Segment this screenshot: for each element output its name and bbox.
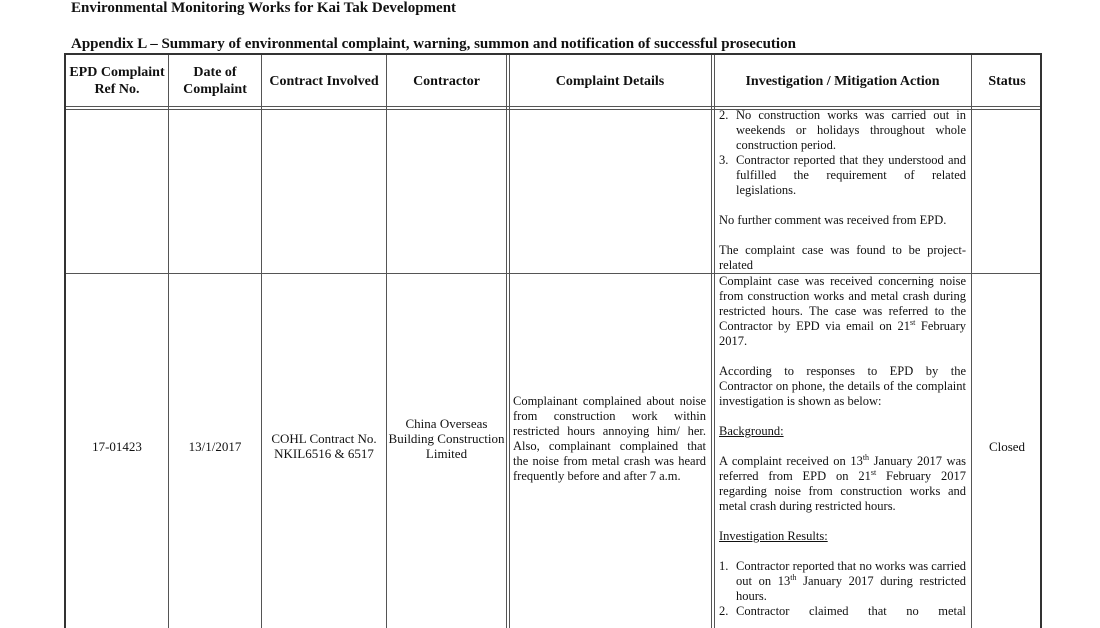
row1-investigation (719, 108, 966, 273)
header-date: Date of Complaint (183, 65, 247, 97)
header-contract: Contract Involved (269, 73, 379, 89)
column-divider (506, 55, 510, 628)
contract-cell: COHL Contract No. NKIL6516 & 6517 (271, 431, 377, 461)
contractor-cell: China Overseas Building Construction Limited (388, 416, 505, 461)
header-complaint-details: Complaint Details (555, 73, 665, 89)
no-further-comment-text: No further comment was received from EPD. (719, 213, 947, 227)
complaint-summary-table (64, 53, 1042, 628)
background-paragraph: A complaint received on 13th January 2017 was referred from EPD on 21st February 2017 regarding noise from construction works and metal crash during restricted hours. (719, 452, 966, 513)
row1-action-list (719, 108, 966, 198)
page-title: Environmental Monitoring Works for Kai Tak Development (71, 0, 457, 16)
project-related-text: The complaint case was found to be project-related (719, 243, 966, 272)
status-cell: Closed (988, 439, 1026, 454)
investigation-results-heading: Investigation Results: (719, 529, 828, 543)
column-divider (971, 55, 972, 628)
header-investigation: Investigation / Mitigation Action (745, 73, 940, 89)
ref-no-cell: 17-01423 (92, 439, 142, 454)
responses-paragraph: According to responses to EPD by the Contractor on phone, the details of the complaint investigation is shown as below: (719, 364, 966, 408)
list-item: 1. Contractor reported that no works was carried out on 13th January 2017 during restricted hours. (719, 559, 966, 603)
intro-paragraph: Complaint case was received concerning noise from construction works and metal crash during restricted hours. The case was referred to the Contractor by EPD via email on 21st February 2017. (719, 274, 966, 348)
row2-investigation (719, 274, 966, 619)
header-ref-no: EPD Complaint Ref No. (69, 65, 165, 97)
complaint-details-cell: Complainant complained about noise from construction work within restricted hours annoying him/ her. Also, complainant complained that the noise from metal crash was heard frequently before and after 7 a.m. (513, 394, 706, 483)
list-item: 3. Contractor reported that they understood and fulfilled the requirement of related legislations. (719, 153, 966, 197)
list-item: 2. No construction works was carried out in weekends or holidays throughout whole construction period. (719, 108, 966, 152)
column-divider (168, 55, 169, 628)
list-item: 2. Contractor claimed that no metal (719, 604, 966, 618)
background-heading: Background: (719, 424, 784, 438)
column-divider (711, 55, 715, 628)
header-contractor: Contractor (413, 73, 480, 89)
column-divider (261, 55, 262, 628)
column-divider (386, 55, 387, 628)
header-status: Status (988, 73, 1026, 89)
appendix-title: Appendix L – Summary of environmental complaint, warning, summon and notification of successful prosecution (71, 36, 796, 52)
date-cell: 13/1/2017 (188, 439, 242, 454)
results-list (719, 559, 966, 619)
